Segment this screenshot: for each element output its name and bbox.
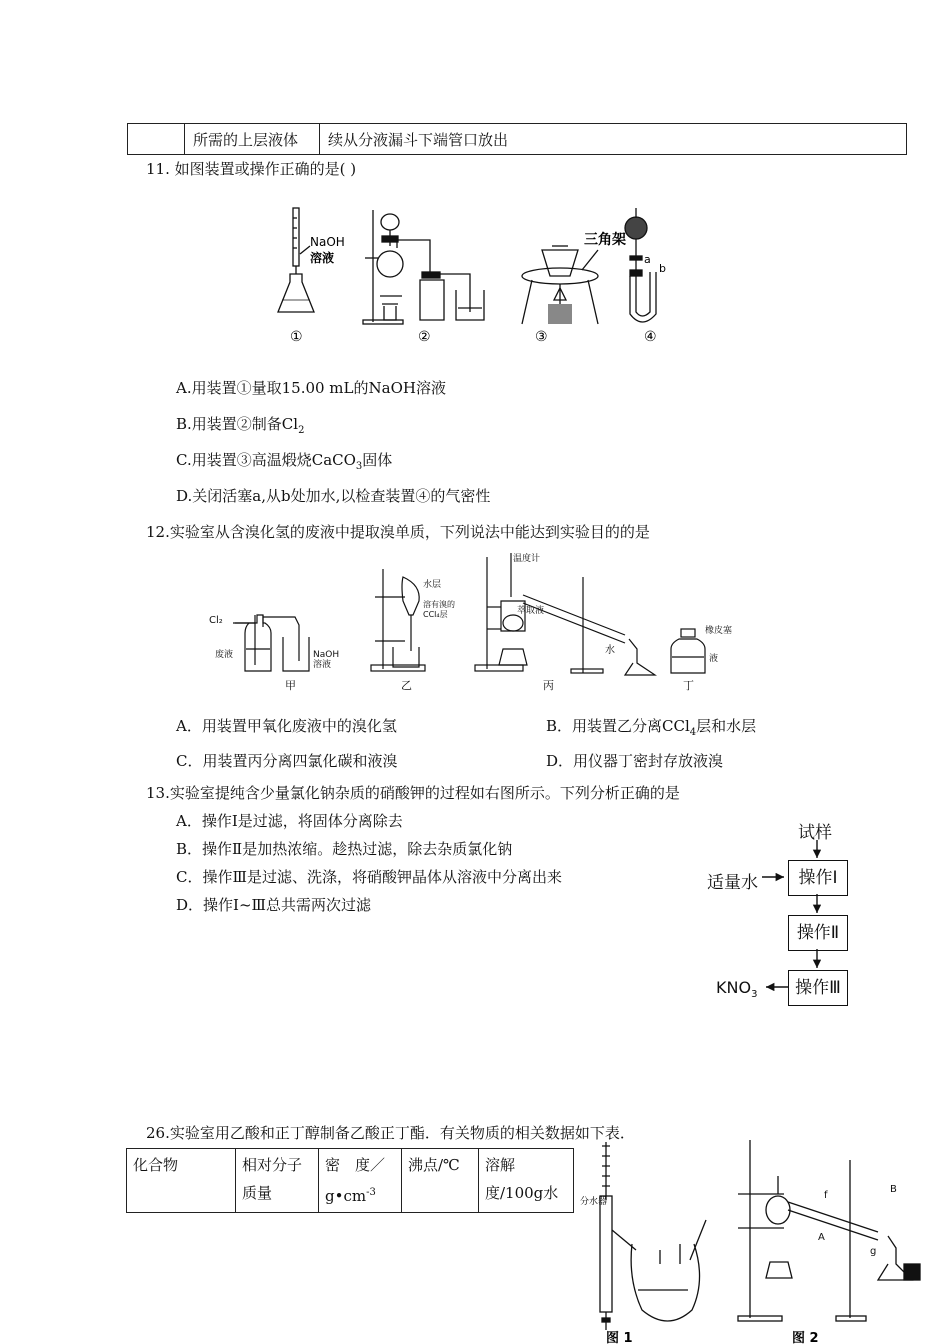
flow-product: $KNO_3$ xyxy=(716,978,758,1001)
gas-wash-bottle-figure xyxy=(233,615,309,671)
label-water-layer: 水层 xyxy=(423,580,442,590)
flow-op1-box: 操作Ⅰ xyxy=(788,860,848,896)
label-yi: 乙 xyxy=(401,679,412,692)
q12-option-a: A．用装置甲氧化废液中的溴化氢 xyxy=(176,717,397,735)
label-g: g xyxy=(870,1246,877,1257)
q13-option-a: A．操作Ⅰ是过滤，将固体分离除去 xyxy=(176,812,403,830)
distillation-figure xyxy=(475,553,655,675)
gas-generator-figure xyxy=(363,210,484,324)
label-a: a xyxy=(644,253,651,266)
label-ding: 丁 xyxy=(683,679,694,692)
u-tube-figure xyxy=(625,208,656,322)
flow-arrows xyxy=(700,836,860,1006)
reagent-bottle-figure xyxy=(671,629,705,673)
top-table-cell-1 xyxy=(128,124,185,155)
q26-apparatus-figure xyxy=(578,1140,940,1344)
label-B: B xyxy=(890,1184,897,1195)
crucible-tripod-figure xyxy=(522,246,598,324)
burette-flask-figure xyxy=(278,208,314,312)
q11-option-c: C.用装置③高温煅烧CaCO$_3$固体 xyxy=(176,451,393,472)
q11-option-a: A.用装置①量取15.00 mL的NaOH溶液 xyxy=(176,379,446,397)
q11-option-d: D.关闭活塞a,从b处加水,以检查装置④的气密性 xyxy=(176,487,491,505)
label-water: 水 xyxy=(605,645,615,656)
label-fig1: 图 1 xyxy=(606,1331,633,1344)
label-waste: 废液 xyxy=(215,650,234,660)
flow-op2-box: 操作Ⅱ xyxy=(788,915,848,951)
label-triangle: 三角架 xyxy=(584,232,626,248)
label-fenshuiqi: 分水器 xyxy=(580,1197,608,1207)
properties-table-header-row xyxy=(127,1149,574,1213)
top-table-cell-2: 所需的上层液体 xyxy=(185,124,320,155)
label-bing: 丙 xyxy=(543,679,554,692)
q12-option-c: C．用装置丙分离四氯化碳和液溴 xyxy=(176,752,398,770)
flow-sample: 试样 xyxy=(798,823,832,843)
q26-stem: 26.实验室用乙酸和正丁醇制备乙酸正丁酯．有关物质的相关数据如下表． xyxy=(146,1124,635,1142)
q12-stem: 12.实验室从含溴化氢的废液中提取溴单质，下列说法中能达到实验目的的是 xyxy=(146,523,650,541)
header-compound: 化合物 xyxy=(127,1149,236,1213)
q11-option-b: B.用装置②制备$Cl_2$ xyxy=(176,415,305,436)
fig-num-2: ② xyxy=(418,329,431,345)
label-fig2: 图 2 xyxy=(792,1331,819,1344)
fig-num-3: ③ xyxy=(535,329,548,345)
flow-op3-box: 操作Ⅲ xyxy=(788,970,848,1006)
fig-num-1: ① xyxy=(290,329,303,345)
figure-1-water-separator xyxy=(600,1142,706,1330)
label-liquid: 液 xyxy=(709,654,719,664)
label-naoh-2: NaOH xyxy=(313,650,340,660)
q12-option-b: B．用装置乙分离CCl$_4$层和水层 xyxy=(546,717,757,738)
q13-option-d: D．操作Ⅰ~Ⅲ总共需两次过滤 xyxy=(176,896,371,914)
q13-stem: 13.实验室提纯含少量氯化钠杂质的硝酸钾的过程如右图所示。下列分析正确的是 xyxy=(146,784,680,802)
q11-apparatus-figure xyxy=(270,200,690,350)
top-table xyxy=(127,123,907,155)
label-ccl4-1: 溶有溴的 xyxy=(423,600,455,609)
properties-table xyxy=(126,1148,574,1213)
label-thermo: 温度计 xyxy=(513,554,541,564)
q11-stem: 11. 如图装置或操作正确的是( ) xyxy=(146,160,357,178)
header-molar-mass: 相对分子质量 xyxy=(236,1149,319,1213)
label-b: b xyxy=(659,262,666,275)
header-boiling-point: 沸点/℃ xyxy=(402,1149,479,1213)
label-A: A xyxy=(818,1232,825,1243)
q13-option-b: B．操作Ⅱ是加热浓缩。趁热过滤，除去杂质氯化钠 xyxy=(176,840,513,858)
label-f: f xyxy=(824,1190,828,1201)
separatory-funnel-figure xyxy=(371,569,425,671)
label-extract: 萃取液 xyxy=(517,606,545,616)
q13-option-c: C．操作Ⅲ是过滤、洗涤，将硝酸钾晶体从溶液中分离出来 xyxy=(176,868,562,886)
label-solution: 溶液 xyxy=(310,251,335,265)
label-stopper: 橡皮塞 xyxy=(705,626,733,636)
label-ccl4-2: CCl₄层 xyxy=(423,610,448,619)
q12-apparatus-figure xyxy=(205,553,745,701)
label-naoh: NaOH xyxy=(310,235,345,249)
top-table-cell-3: 续从分液漏斗下端管口放出 xyxy=(320,124,907,155)
q12-option-d: D．用仪器丁密封存放液溴 xyxy=(546,752,724,770)
figure-2-distillation xyxy=(738,1140,920,1321)
header-density: 密 度$/g•cm^{-3}$ xyxy=(319,1149,402,1213)
flow-water: 适量水 xyxy=(707,873,758,893)
label-jia: 甲 xyxy=(285,679,296,692)
label-soln-2: 溶液 xyxy=(313,660,332,670)
header-solubility: 溶解度/100g水 xyxy=(479,1149,574,1213)
fig-num-4: ④ xyxy=(644,329,657,345)
label-cl2: Cl₂ xyxy=(209,615,223,626)
